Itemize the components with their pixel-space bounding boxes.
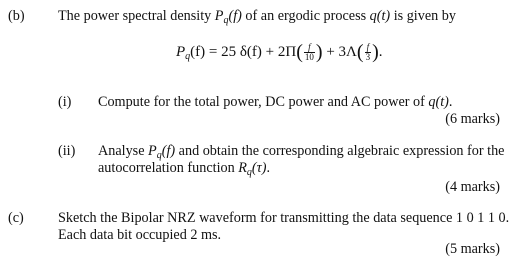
psd-subscript: q bbox=[223, 15, 229, 26]
eq-lhs-rest: (f) = 25 δ(f) + 2Π bbox=[190, 44, 297, 60]
fraction-1-denominator: 10 bbox=[304, 52, 314, 63]
autocorr-symbol: R bbox=[238, 160, 247, 176]
fraction-2 bbox=[365, 43, 372, 62]
intro-text-1: The power spectral density bbox=[58, 8, 215, 24]
sub-ii-label: (ii) bbox=[58, 143, 76, 159]
sub-ii-text-c: autocorrelation function bbox=[98, 160, 239, 176]
fraction-1-numerator: f bbox=[304, 43, 315, 53]
sub-ii-marks: (4 marks) bbox=[445, 179, 500, 195]
eq-lhs-symbol: P bbox=[176, 44, 186, 60]
sub-i-text-2: . bbox=[448, 94, 453, 110]
part-b-intro bbox=[58, 8, 456, 28]
autocorr-argument: (τ) bbox=[251, 160, 267, 176]
intro-text-3: is given by bbox=[390, 8, 456, 24]
part-c-label: (c) bbox=[8, 210, 24, 226]
part-c-line-1: Sketch the Bipolar NRZ waveform for transmitting the data sequence 1 0 1 1 0. bbox=[58, 210, 510, 226]
eq-middle: + 3Λ bbox=[322, 44, 357, 60]
sub-i-question bbox=[98, 94, 452, 112]
sub-i-text-1: Compute for the total power, DC power and AC power of bbox=[98, 94, 429, 110]
sub-ii-psd-symbol: P bbox=[148, 143, 157, 159]
eq-end: . bbox=[378, 44, 383, 60]
sub-ii-text-d: . bbox=[266, 160, 270, 176]
psd-argument: (f) bbox=[228, 8, 242, 24]
sub-ii-text-b: and obtain the corresponding algebraic expression for the bbox=[175, 143, 505, 159]
sub-ii-psd-argument: (f) bbox=[161, 143, 176, 159]
part-c-line-2: Each data bit occupied 2 ms. bbox=[58, 227, 222, 243]
sub-i-process: q(t) bbox=[428, 94, 449, 110]
autocorr-subscript: q bbox=[246, 167, 252, 178]
sub-i-marks: (6 marks) bbox=[445, 111, 500, 127]
process-symbol: q(t) bbox=[369, 8, 391, 24]
fraction-1 bbox=[304, 43, 315, 62]
part-b-label: (b) bbox=[8, 8, 25, 24]
sub-ii-text-a: Analyse bbox=[98, 143, 149, 159]
psd-symbol: P bbox=[214, 8, 224, 24]
sub-i-label: (i) bbox=[58, 94, 72, 110]
sub-ii-line-2 bbox=[98, 160, 270, 180]
psd-equation: $P_q(f) = 25$ δ(f) + 2Π( $\frac{f}{10}$ ) + 3Λ( $\frac{f}{3}$ ). bbox=[176, 41, 383, 63]
fraction-2-denominator: 3 bbox=[365, 52, 371, 63]
fraction-2-numerator: f bbox=[366, 42, 370, 53]
sub-ii-psd-subscript: q bbox=[156, 150, 162, 161]
part-c-marks: (5 marks) bbox=[445, 241, 500, 257]
intro-text-2: of an ergodic process bbox=[241, 8, 370, 24]
eq-lhs-subscript: q bbox=[185, 51, 191, 62]
